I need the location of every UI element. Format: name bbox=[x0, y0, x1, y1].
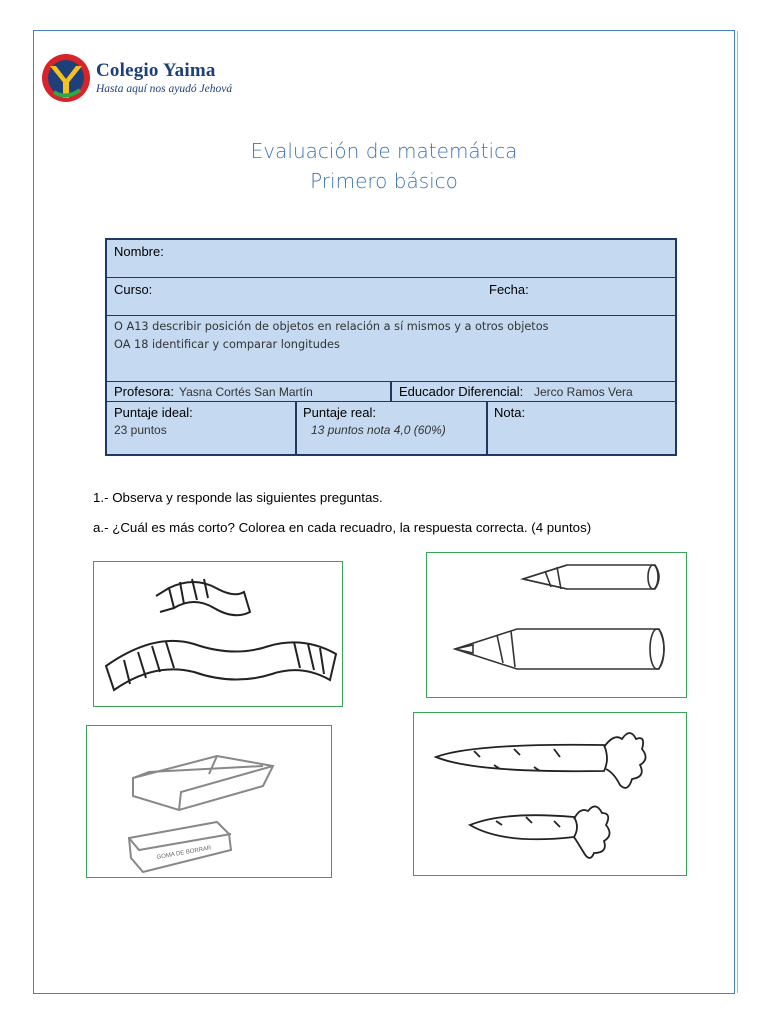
staff-divider bbox=[390, 382, 392, 401]
educador-value: Jerco Ramos Vera bbox=[534, 385, 633, 399]
puntaje-real-value: 13 puntos nota 4,0 (60%) bbox=[311, 423, 446, 437]
info-table bbox=[105, 238, 677, 456]
scarves-illustration bbox=[94, 562, 344, 708]
row-staff bbox=[107, 382, 675, 402]
school-logo bbox=[40, 52, 250, 104]
educador-label: Educador Diferencial: bbox=[399, 384, 524, 399]
page-subtitle: Primero básico bbox=[310, 169, 458, 193]
fecha-label: Fecha: bbox=[489, 282, 529, 297]
answer-box-scarves[interactable] bbox=[93, 561, 343, 707]
objective-oa18: OA 18 identificar y comparar longitudes bbox=[114, 338, 340, 351]
row-nombre bbox=[107, 240, 675, 278]
nombre-label: Nombre: bbox=[114, 244, 164, 259]
row-scores bbox=[107, 402, 675, 456]
eraser-label: GOMA DE BORRAR bbox=[156, 845, 212, 861]
school-crest-icon bbox=[40, 52, 92, 104]
row-curso bbox=[107, 278, 675, 316]
carrots-illustration bbox=[414, 713, 688, 877]
answer-box-carrots[interactable] bbox=[413, 712, 687, 876]
answer-box-erasers[interactable] bbox=[86, 725, 332, 878]
nota-label: Nota: bbox=[494, 405, 526, 420]
curso-label: Curso: bbox=[114, 282, 153, 297]
profesora-label: Profesora: bbox=[114, 384, 174, 399]
puntaje-ideal-label: Puntaje ideal: bbox=[114, 405, 193, 420]
school-name: Colegio Yaima bbox=[96, 60, 216, 81]
row-objectives bbox=[107, 316, 675, 382]
objective-oa13: O A13 describir posición de objetos en relación a sí mismos y a otros objetos bbox=[114, 320, 549, 333]
profesora-value: Yasna Cortés San Martín bbox=[179, 385, 313, 399]
school-motto: Hasta aquí nos ayudó Jehová bbox=[96, 83, 233, 95]
question-1a: a.- ¿Cuál es más corto? Colorea en cada recuadro, la respuesta correcta. (4 puntos) bbox=[93, 520, 592, 535]
answer-box-pencils[interactable] bbox=[426, 552, 687, 698]
page-title: Evaluación de matemática bbox=[250, 139, 518, 163]
score-divider-2 bbox=[486, 402, 488, 456]
score-divider-1 bbox=[295, 402, 297, 456]
puntaje-ideal-value: 23 puntos bbox=[114, 423, 167, 437]
pencils-illustration bbox=[427, 553, 688, 699]
erasers-illustration bbox=[87, 726, 333, 879]
puntaje-real-label: Puntaje real: bbox=[303, 405, 376, 420]
question-1: 1.- Observa y responde las siguientes preguntas. bbox=[93, 490, 383, 505]
